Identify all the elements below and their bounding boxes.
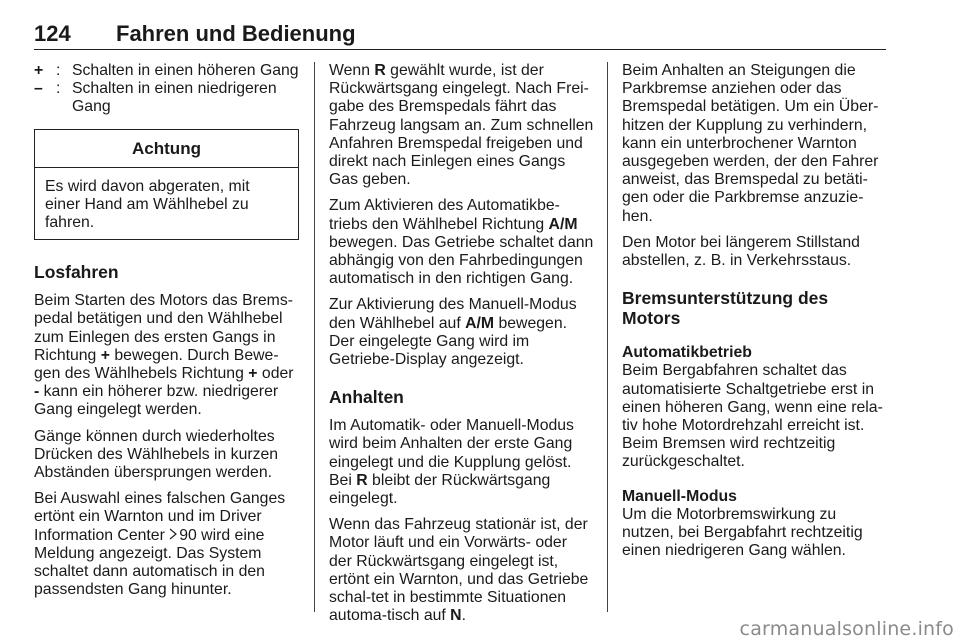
column-divider-2 (607, 62, 608, 612)
list-text: Schalten in einen niedrigeren Gang (72, 80, 277, 116)
page-number: 124 (34, 21, 71, 46)
warning-text: Es wird davon abgeraten, mit einer Hand am Wählhebel zu fahren. (45, 177, 250, 232)
paragraph: Beim Starten des Motors das Brems-pedal betätigen und den Wählhebel zum Einlegen des ersten Gangs in Richtung + bewegen. Durch Bewe-gen des Wählhebels Richtung + oder - kann ein höherer bzw. niedrigerer Gang eingelegt werden. (34, 292, 294, 419)
plus-symbol: + (34, 62, 44, 79)
paragraph: Im Automatik- oder Manuell-Modus wird beim Anhalten der erste Gang eingelegt und die Kupplung gelöst. Bei R bleibt der Rückwärtsgang eingelegt. (329, 417, 574, 508)
section-heading-anhalten: Anhalten (329, 387, 404, 408)
column-2 (329, 62, 594, 633)
list-colon: : (56, 62, 61, 79)
paragraph: Beim Anhalten an Steigungen die Parkbremse anziehen oder das Bremspedal betätigen. Um ein Über-hitzen der Kupplung zu verhindern, kann ein unterbrochener Warnton ausgegeben werden, der den Fahrer anweist, das Bremspedal zu betäti-gen oder die Parkbremse anzuzie-hen. (622, 62, 879, 225)
column-1 (34, 62, 299, 607)
section-heading-losfahren: Losfahren (34, 262, 119, 283)
section-heading-bremsunterstuetzung: Bremsunterstützung des Motors (622, 288, 829, 329)
paragraph: Wenn R gewählt wurde, ist der Rückwärtsgang eingelegt. Nach Frei-gabe des Bremspedals fährt das Fahrzeug langsam an. Zum schnellen Anfahren Bremspedal freigeben und direkt nach Einlegen eines Gangs Gas geben. (329, 62, 594, 189)
page-header (34, 22, 886, 50)
list-item (34, 80, 299, 116)
column-3 (622, 62, 888, 568)
column-divider-1 (314, 62, 315, 612)
minus-symbol: – (34, 80, 43, 98)
watermark: carmanualsonline.info (739, 618, 954, 640)
paragraph: Um die Motorbremswirkung zu nutzen, bei Bergabfahrt rechtzeitig einen niedrigeren Gang wählen. (622, 505, 863, 560)
warning-title: Achtung (35, 130, 298, 168)
subheading-automatikbetrieb: Automatikbetrieb (622, 344, 752, 362)
subheading-manuell-modus: Manuell-Modus (622, 487, 737, 505)
list-text: Schalten in einen höheren Gang (72, 62, 299, 79)
paragraph: Gänge können durch wiederholtes Drücken des Wählhebels in kurzen Abständen übersprungen werden. (34, 427, 279, 482)
page-reference-icon[interactable] (169, 527, 179, 545)
warning-box (34, 129, 299, 241)
paragraph: Den Motor bei längerem Stillstand abstellen, z. B. in Verkehrsstaus. (622, 233, 860, 270)
paragraph: Beim Bergabfahren schaltet das automatisierte Schaltgetriebe erst in einen höheren Gang, wenn eine rela-tiv hohe Motordrehzahl erreicht ist. Beim Bremsen wird rechtzeitig zurückgeschaltet. (622, 362, 883, 471)
list-item (34, 62, 299, 80)
paragraph: Wenn das Fahrzeug stationär ist, der Motor läuft und ein Vorwärts- oder der Rückwärtsgang eingelegt ist, ertönt ein Warnton, und das Getriebe schal-tet in bestimmte Situationen automa-tisch auf N. (329, 516, 589, 625)
paragraph: Zur Aktivierung des Manuell-Modus den Wählhebel auf A/M bewegen. Der eingelegte Gang wird im Getriebe-Display angezeigt. (329, 296, 577, 369)
page-reference-link[interactable]: 90 (179, 526, 197, 544)
paragraph: Zum Aktivieren des Automatikbe-triebs den Wählhebel Richtung A/M bewegen. Das Getriebe schaltet dann abhängig von den Fahrbedingungen automatisch in den richtigen Gang. (329, 197, 594, 288)
list-colon: : (56, 80, 61, 98)
page-title: Fahren und Bedienung (116, 21, 356, 46)
paragraph: Bei Auswahl eines falschen Ganges ertönt ein Warnton und im Driver Information Center 90 wird eine Meldung angezeigt. Das System schaltet dann automatisch in den passendsten Gang hinunter. (34, 490, 286, 599)
